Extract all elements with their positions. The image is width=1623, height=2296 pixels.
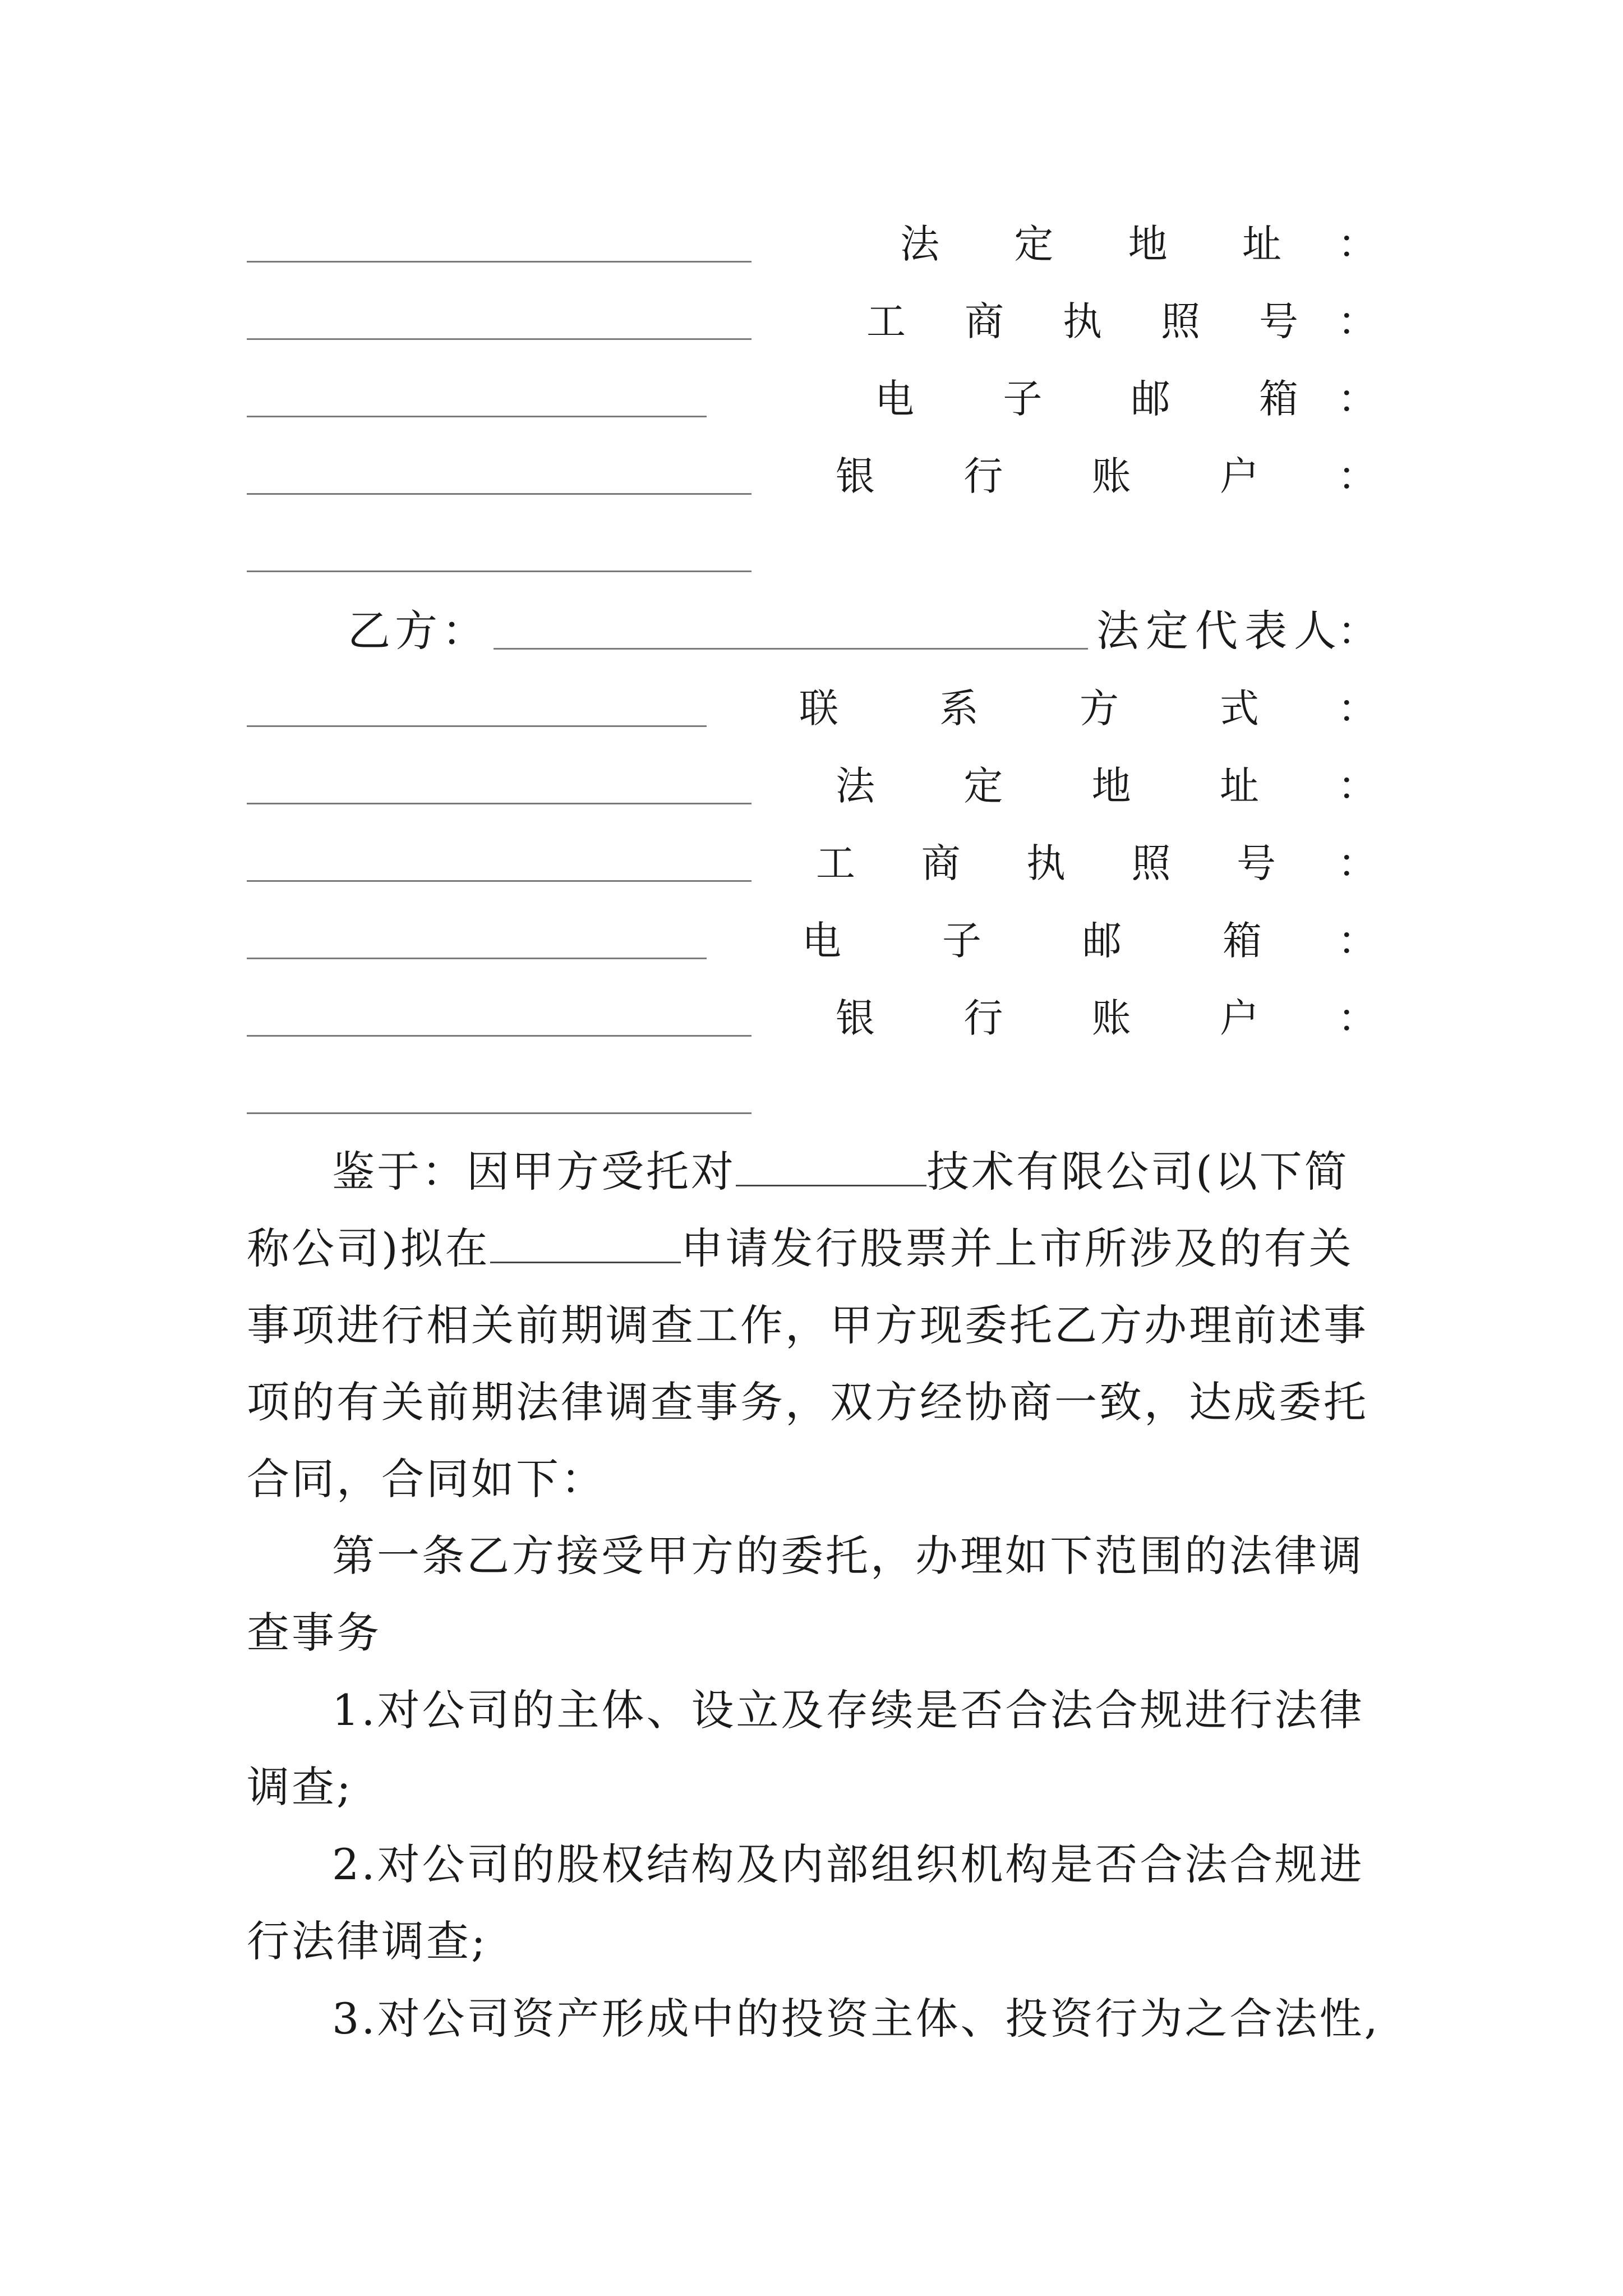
field-label <box>866 293 1298 349</box>
label-char: 址 <box>1219 763 1259 809</box>
label-char: 银 <box>836 453 875 499</box>
label-char: 邮 <box>1131 376 1170 422</box>
label-char: 照 <box>1161 298 1200 344</box>
item-1: 1.对公司的主体、设立及存续是否合法合规进行法律调查; <box>247 1685 1364 1812</box>
underline <box>247 1035 751 1037</box>
field-label <box>816 835 1276 891</box>
label-char: 式 <box>1220 685 1259 731</box>
field-colon: ： <box>1338 608 1377 654</box>
label-char: 方 <box>1080 685 1119 731</box>
label-char: 子 <box>942 918 981 964</box>
underline <box>247 493 751 495</box>
field-colon: ： <box>1338 376 1377 422</box>
item-2: 2.对公司的股权结构及内部组织机构是否合法合规进行法律调查; <box>247 1839 1364 1966</box>
label-char: 商 <box>965 298 1004 344</box>
label-char: 账 <box>1091 453 1131 499</box>
label-char: 电 <box>802 918 841 964</box>
field-colon: ： <box>1338 298 1377 344</box>
field-colon: ： <box>1338 840 1377 886</box>
underline <box>247 416 707 417</box>
label-char: 联 <box>799 685 838 731</box>
whereas-text-3: 申请发行股票并上市所涉及的有关事项进行相关前期调查工作，甲方现委托乙方办理前述事项的有关前期法律调查事务，双方经协商一致，达成委托合同，合同如下： <box>247 1223 1368 1504</box>
field-label <box>875 371 1298 427</box>
field-colon: ： <box>1338 685 1377 731</box>
underline <box>247 958 707 959</box>
field-label <box>836 448 1259 504</box>
field-colon: ： <box>1338 763 1377 809</box>
label-char: 地 <box>1128 221 1168 267</box>
label-char: 工 <box>866 298 906 344</box>
label-char: 执 <box>1026 840 1066 886</box>
company-blank <box>736 1142 926 1186</box>
field-colon: ： <box>1338 995 1377 1041</box>
location-blank <box>490 1219 681 1263</box>
label-char: 账 <box>1091 995 1131 1041</box>
label-char: 箱 <box>1223 918 1262 964</box>
party-b-intro: 乙方： <box>348 606 489 656</box>
field-colon: ： <box>1338 221 1377 267</box>
label-char: 行 <box>963 453 1003 499</box>
label-char: 电 <box>875 376 914 422</box>
underline <box>247 725 707 727</box>
label-char: 定 <box>1014 221 1054 267</box>
bank-account-underline <box>247 1112 751 1114</box>
label-char: 定 <box>963 763 1003 809</box>
item-3: 3.对公司资产形成中的投资主体、投资行为之合法性, <box>332 1994 1380 2044</box>
label-char: 执 <box>1063 298 1102 344</box>
whereas-paragraph <box>247 1133 1391 1517</box>
whereas-text-2: 技术有限公司(以下简称公司)拟在 <box>247 1147 1349 1273</box>
field-colon: ： <box>1338 453 1377 499</box>
field-label <box>799 680 1259 737</box>
label-char: 号 <box>1259 298 1298 344</box>
underline <box>247 880 751 882</box>
label-char: 邮 <box>1082 918 1122 964</box>
field-label <box>836 990 1259 1046</box>
bank-account-underline <box>247 570 751 572</box>
article-1: 第一条乙方接受甲方的委托，办理如下范围的法律调查事务 <box>247 1531 1364 1658</box>
label-char: 法 <box>836 763 875 809</box>
label-char: 址 <box>1242 221 1281 267</box>
field-label <box>802 913 1262 969</box>
legal-rep-label: 法定代表人 <box>1096 606 1343 656</box>
field-label <box>836 758 1259 814</box>
label-char: 法 <box>900 221 939 267</box>
label-char: 子 <box>1003 376 1043 422</box>
underline <box>247 338 751 340</box>
label-char: 户 <box>1219 453 1259 499</box>
label-char: 照 <box>1131 840 1171 886</box>
label-char: 商 <box>921 840 961 886</box>
field-colon: ： <box>1338 918 1377 964</box>
underline <box>247 803 751 804</box>
label-char: 箱 <box>1258 376 1298 422</box>
label-char: 地 <box>1091 763 1131 809</box>
label-char: 户 <box>1219 995 1259 1041</box>
label-char: 号 <box>1237 840 1276 886</box>
field-label <box>900 216 1281 272</box>
label-char: 银 <box>836 995 875 1041</box>
label-char: 系 <box>939 685 979 731</box>
whereas-text-1: 鉴于：因甲方受托对 <box>332 1147 736 1197</box>
party-b-name-underline <box>494 648 1088 650</box>
label-char: 工 <box>816 840 855 886</box>
underline <box>247 261 751 263</box>
label-char: 行 <box>963 995 1003 1041</box>
